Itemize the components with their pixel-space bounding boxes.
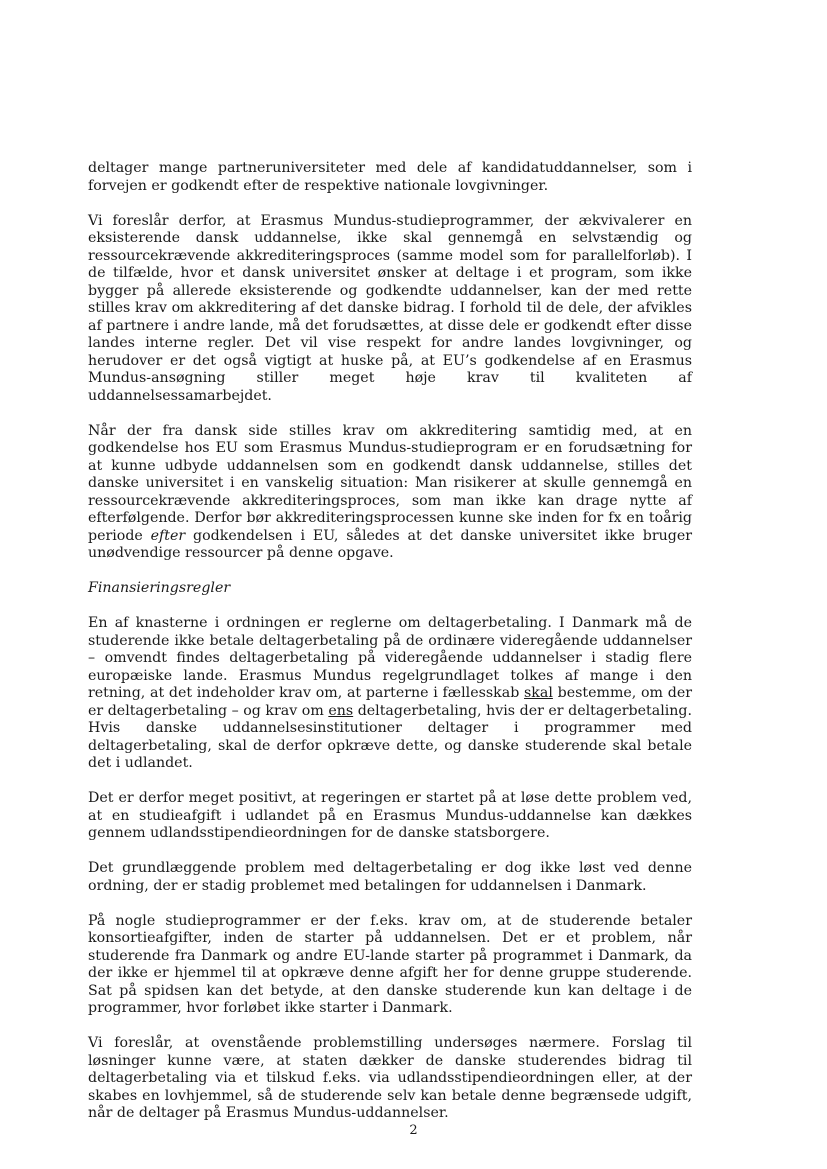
paragraph-basic-problem: Det grundlæggende problem med deltagerbetaling er dog ikke løst ved denne ordning, der er stadig problemet med betalingen for uddannelsen i Danmark. [88, 860, 692, 894]
paragraph-text: Når der fra dansk side stilles krav om akkreditering samtidig med, at en godkendelse hos EU som Erasmus Mundus-studieprogram er en forudsætning for at kunne udbyde uddannelsen som en godkendt dansk uddannelse, stilles det danske universitet i en vanskelig situation: Man risikerer at skulle gennemgå en ressourcekrævende akkrediteringsproces, som man ikke kan drage nytte af efterfølgende. Derfor bør akkrediteringsprocessen kunne ske inden for fx en toårig periode [88, 422, 692, 544]
paragraph-consortium-fees: På nogle studieprogrammer er der f.eks. krav om, at de studerende betaler konsortieafgifter, inden de starter på uddannelsen. Det er et problem, når studerende fra Danmark og andre EU-lande starter på programmet i Danmark, da der ikke er hjemmel til at opkræve denne afgift her for denne gruppe studerende. Sat på spidsen kan det betyde, at den danske studerende kun kan deltage i de programmer, hvor forløbet ikke starter i Danmark. [88, 912, 692, 1016]
paragraph-text: bestemme, om der er deltagerbetaling – og krav om [88, 685, 692, 719]
paragraph-text: godkendelsen i EU, således at det danske universitet ikke bruger unødvendige ressourcer på denne opgave. [88, 527, 692, 561]
document-body [88, 160, 692, 1123]
paragraph-text: En af knasterne i ordningen er reglerne om deltagerbetaling. I Danmark må de studerende ikke betale deltagerbetaling på de ordinære videregående uddannelser – omvendt findes deltagerbetaling på videregående uddannelser i stadig flere europæiske lande. Erasmus Mundus regelgrundlaget tolkes af mange i den retning, at det indeholder krav om, at parterne i fællesskab [88, 615, 692, 701]
emphasis-text: efter [150, 527, 186, 544]
paragraph-government-positive: Det er derfor meget positivt, at regeringen er startet på at løse dette problem ved, at en studieafgift i udlandet på en Erasmus Mundus-uddannelse kan dækkes gennem udlandsstipendieordningen for de danske statsborgere. [88, 790, 692, 841]
paragraph-text: deltagerbetaling, hvis der er deltagerbetaling. Hvis danske uddannelsesinstitutioner deltager i programmer med deltagerbetaling, skal de derfor opkræve dette, og danske studerende skal betale det i udlandet. [88, 702, 692, 771]
underlined-text: skal [524, 685, 553, 701]
paragraph-partner-universities: deltager mange partneruniversiteter med dele af kandidatuddannelser, som i forvejen er godkendt efter de respektive nationale lovgivninger. [88, 160, 692, 194]
underlined-text: ens [328, 702, 354, 719]
section-heading: Finansieringsregler [88, 580, 231, 596]
paragraph-proposal-solutions: Vi foreslår, at ovenstående problemstilling undersøges nærmere. Forslag til løsninger kunne være, at staten dækker de danske studerendes bidrag til deltagerbetaling via et tilskud f.eks. via udlandsstipendieordningen eller, at der skabes en lovhjemmel, så de studerende selv kan betale denne begrænsede udgift, når de deltager på Erasmus Mundus-uddannelser. [88, 1035, 692, 1121]
page-number: 2 [409, 1123, 418, 1138]
paragraph-participant-fees [88, 615, 692, 773]
paragraph-accreditation-proposal: Vi foreslår derfor, at Erasmus Mundus-studieprogrammer, der ækvivalerer en eksisterende dansk uddannelse, ikke skal gennemgå en selvstændig og ressourcekrævende akkrediteringsproces (samme model som for parallelforløb). I de tilfælde, hvor et dansk universitet ønsker at deltage i et program, som ikke bygger på allerede eksisterende og godkendte uddannelser, kan der med rette stilles krav om akkreditering af det danske bidrag. I forhold til de dele, der afvikles af partnere i andre lande, må det forudsættes, at disse dele er godkendt efter disse landes interne regler. Det vil vise respekt for andre landes lovgivninger, og herudover er det også vigtigt at huske på, at EU’s godkendelse af en Erasmus Mundus-ansøgning stiller meget høje krav til kvaliteten af uddannelsessamarbejdet. [88, 212, 692, 404]
paragraph-accreditation-timing [88, 423, 692, 563]
